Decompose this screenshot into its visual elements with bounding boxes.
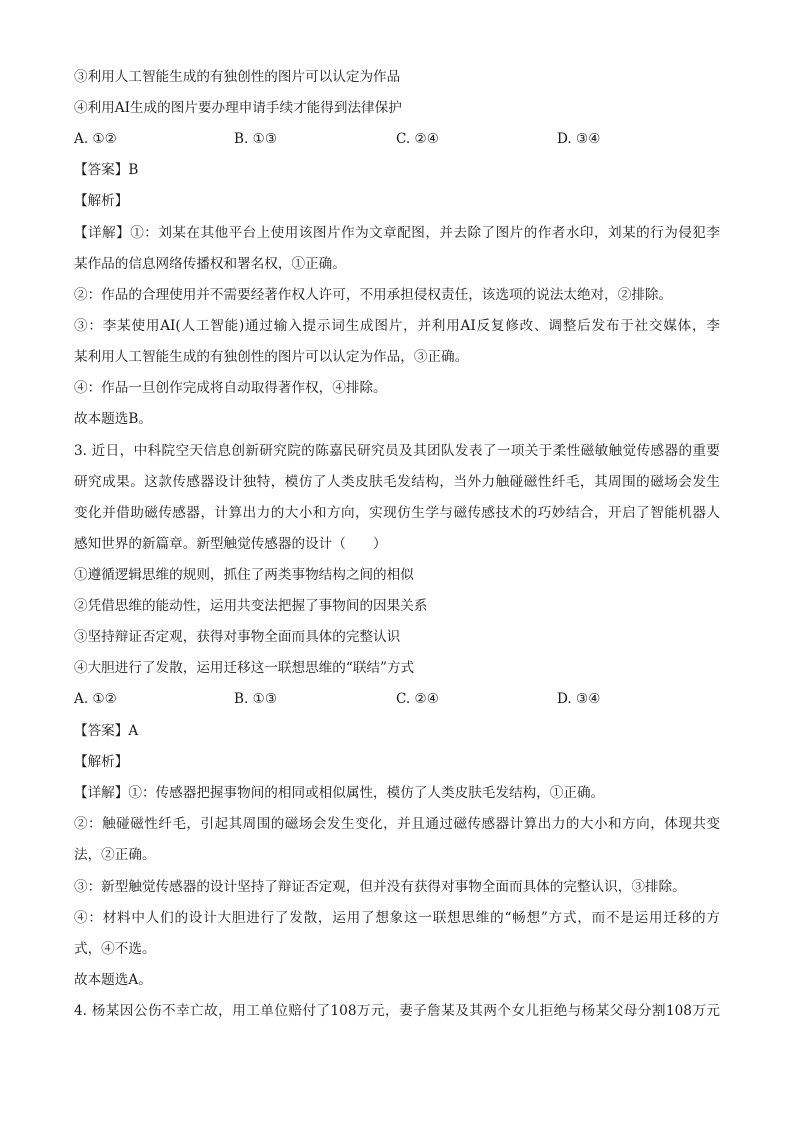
q3-detail-line: 式，④不选。: [74, 941, 156, 957]
q2-detail-line: ②：作品的合理使用并不需要经著作权人许可，不用承担侵权责任，该选项的说法太绝对，②排除。: [74, 287, 673, 303]
q4-stem-line: 4. 杨某因公伤不幸亡故，用工单位赔付了108万元，妻子詹某及其两个女儿拒绝与杨某父母分割108万元: [74, 1003, 720, 1019]
q2-analysis-title: 【解析】: [74, 193, 129, 209]
q2-detail-line: 某作品的信息网络传播权和署名权，①正确。: [74, 256, 346, 272]
q3-answer: 【答案】A: [74, 723, 139, 739]
q2-detail-line: ④：作品一旦创作完成将自动取得著作权，④排除。: [74, 380, 387, 396]
q3-option-b: B. ①③: [234, 691, 278, 707]
q2-option-a: A. ①②: [74, 131, 117, 147]
q2-item-3: ③利用人工智能生成的有独创性的图片可以认定为作品: [74, 69, 401, 85]
q3-option-c: C. ②④: [396, 691, 439, 707]
q2-item-4: ④利用AI生成的图片要办理申请手续才能得到法律保护: [74, 100, 402, 116]
q3-option-a: A. ①②: [74, 691, 117, 707]
q3-detail-line: 法，②正确。: [74, 847, 156, 863]
q3-item-3: ③坚持辩证否定观，获得对事物全面而具体的完整认识: [74, 629, 401, 645]
q3-stem-line: 感知世界的新篇章。新型触觉传感器的设计（ ）: [74, 536, 387, 552]
q2-option-c: C. ②④: [396, 131, 439, 147]
q3-detail-line: ③：新型触觉传感器的设计坚持了辩证否定观，但并没有获得对事物全面而具体的完整认识，③排除。: [74, 879, 686, 895]
q3-conclusion: 故本题选A。: [74, 972, 152, 988]
q3-stem-line: 变化并借助磁传感器，计算出力的大小和方向，实现仿生学与磁传感技术的巧妙结合，开启了智能机器人: [74, 505, 720, 521]
q3-detail-line: 【详解】①：传感器把握事物间的相同或相似属性，模仿了人类皮肤毛发结构，①正确。: [74, 785, 605, 801]
q2-option-b: B. ①③: [234, 131, 278, 147]
q3-detail-line: ④：材料中人们的设计大胆进行了发散，运用了想象这一联想思维的“畅想”方式，而不是运用迁移的方: [74, 910, 720, 926]
q2-option-d: D. ③④: [557, 131, 601, 147]
q2-detail-line: ③：李某使用AI(人工智能)通过输入提示词生成图片，并利用AI反复修改、调整后发布于社交媒体，李: [74, 318, 720, 334]
q3-analysis-title: 【解析】: [74, 754, 129, 770]
q2-detail-line: 【详解】①：刘某在其他平台上使用该图片作为文章配图，并去除了图片的作者水印，刘某的行为侵犯李: [74, 225, 720, 241]
q3-item-1: ①遵循逻辑思维的规则，抓住了两类事物结构之间的相似: [74, 567, 414, 583]
q3-detail-line: ②：触碰磁性纤毛，引起其周围的磁场会发生变化，并且通过磁传感器计算出力的大小和方向，体现共变: [74, 816, 720, 832]
q2-answer: 【答案】B: [74, 162, 139, 178]
q3-item-2: ②凭借思维的能动性，运用共变法把握了事物间的因果关系: [74, 598, 428, 614]
q3-stem-line: 研究成果。这款传感器设计独特，模仿了人类皮肤毛发结构，当外力触碰磁性纤毛，其周围的磁场会发生: [74, 474, 720, 490]
q2-detail-line: 某利用人工智能生成的有独创性的图片可以认定为作品，③正确。: [74, 349, 469, 365]
q2-conclusion: 故本题选B。: [74, 411, 152, 427]
q3-item-4: ④大胆进行了发散，运用迁移这一联想思维的“联结”方式: [74, 660, 415, 676]
q3-stem-line: 3. 近日，中科院空天信息创新研究院的陈嘉民研究员及其团队发表了一项关于柔性磁敏触觉传感器的重要: [74, 443, 720, 459]
q3-option-d: D. ③④: [557, 691, 601, 707]
